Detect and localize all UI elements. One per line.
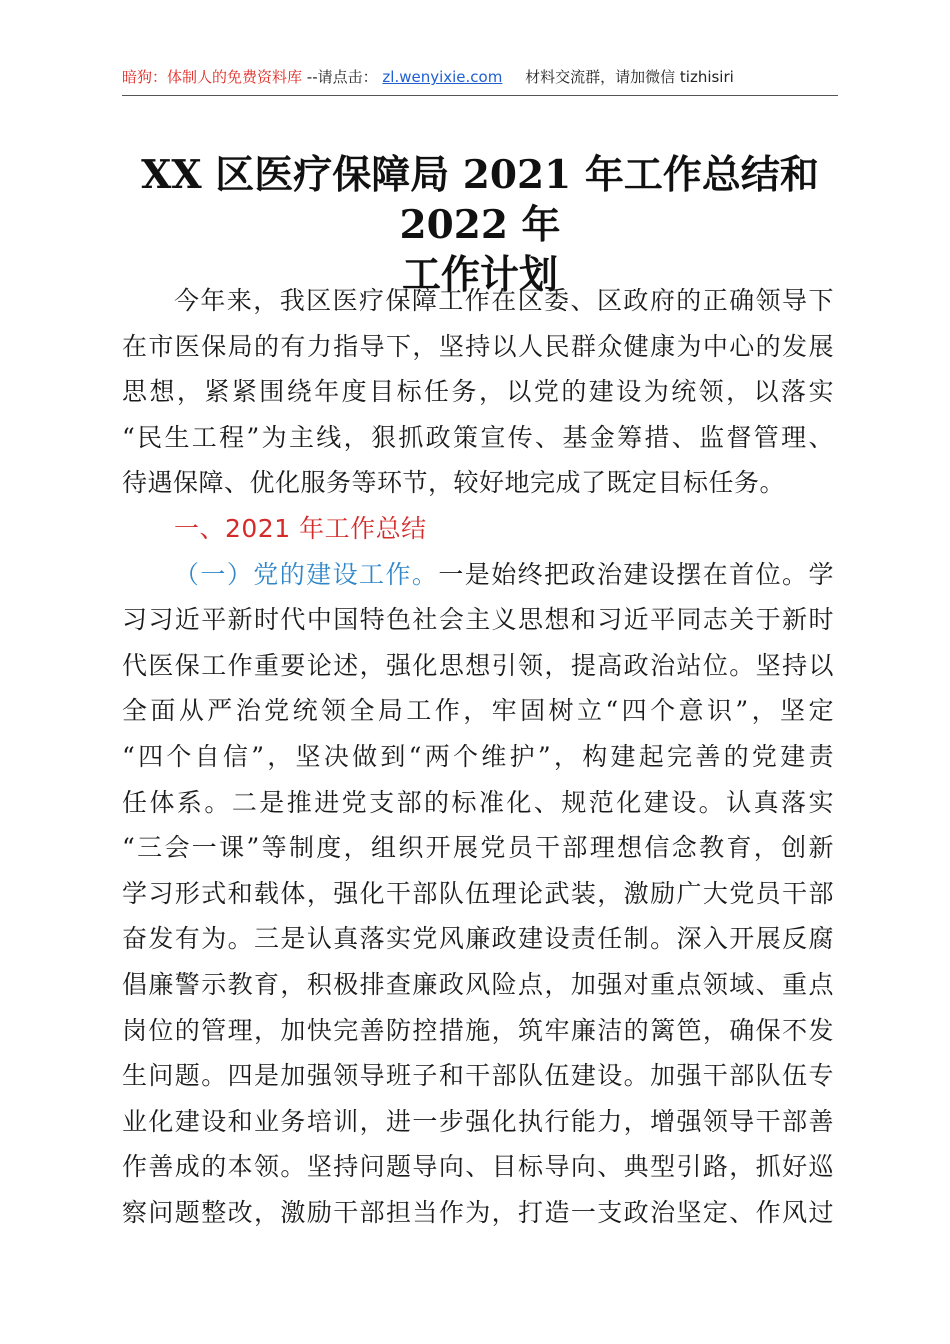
intro-line: 今年来，我区医疗保障工作在区委、区政府的正确领导下 <box>174 286 834 315</box>
paragraph-line: “三会一课”等制度，组织开展党员干部理想信念教育，创新 <box>122 833 834 863</box>
paragraph-line: 任体系。二是推进党支部的标准化、规范化建设。认真落实 <box>122 787 834 817</box>
paragraph-line: 倡廉警示教育，积极排查廉政风险点，加强对重点领域、重点 <box>122 969 834 999</box>
subsection-first-line <box>122 552 834 598</box>
paragraph-line: 代医保工作重要论述，强化思想引领，提高政治站位。坚持以 <box>122 650 834 680</box>
paragraph-line: 察问题整改，激励干部担当作为，打造一支政治坚定、作风过 <box>122 1197 834 1227</box>
page-header <box>122 66 838 96</box>
paragraph-line: 业化建设和业务培训，进一步强化执行能力，增强领导干部善 <box>122 1106 834 1136</box>
intro-line: 思想，紧紧围绕年度目标任务，以党的建设为统领，以落实 <box>122 377 834 407</box>
paragraph-line: 全面从严治党统领全局工作，牢固树立“四个意识”，坚定 <box>122 696 834 726</box>
header-wechat: 材料交流群，请加微信 tizhisiri <box>525 68 734 86</box>
paragraph-line: 作善成的本领。坚持问题导向、目标导向、典型引路，抓好巡 <box>122 1152 834 1182</box>
header-divider <box>122 95 838 96</box>
intro-line: 在市医保局的有力指导下，坚持以人民群众健康为中心的发展 <box>122 331 834 361</box>
paragraph-line: 习习近平新时代中国特色社会主义思想和习近平同志关于新时 <box>122 605 834 635</box>
paragraph-line: “四个自信”，坚决做到“两个维护”，构建起完善的党建责 <box>122 741 834 771</box>
paragraph-line: 奋发有为。三是认真落实党风廉政建设责任制。深入开展反腐 <box>122 924 834 954</box>
subsection-heading: （一）党的建设工作。 <box>174 559 439 589</box>
intro-line: 待遇保障、优化服务等环节，较好地完成了既定目标任务。 <box>122 468 786 498</box>
paragraph-line: 生问题。四是加强领导班子和干部队伍建设。加强干部队伍专 <box>122 1061 834 1091</box>
section-heading: 一、2021 年工作总结 <box>174 513 427 543</box>
paragraph-line: 学习形式和载体，强化干部队伍理论武装，激励广大党员干部 <box>122 878 834 908</box>
title-line-1: XX 区医疗保障局 2021 年工作总结和 2022 年 <box>141 152 819 248</box>
subsection-text: 一是始终把政治建设摆在首位。学 <box>438 559 834 589</box>
header-click-label: --请点击： <box>306 68 378 86</box>
paragraph-line: 岗位的管理，加快完善防控措施，筑牢廉洁的篱笆，确保不发 <box>122 1015 834 1045</box>
header-prefix: 暗狗：体制人的免费资料库 <box>122 68 303 86</box>
document-body <box>122 278 834 1235</box>
title-line-2: 工作计划 <box>401 252 558 298</box>
header-url-link[interactable]: zl.wenyixie.com <box>382 68 503 86</box>
intro-line: “民生工程”为主线，狠抓政策宣传、基金筹措、监督管理、 <box>122 422 834 452</box>
